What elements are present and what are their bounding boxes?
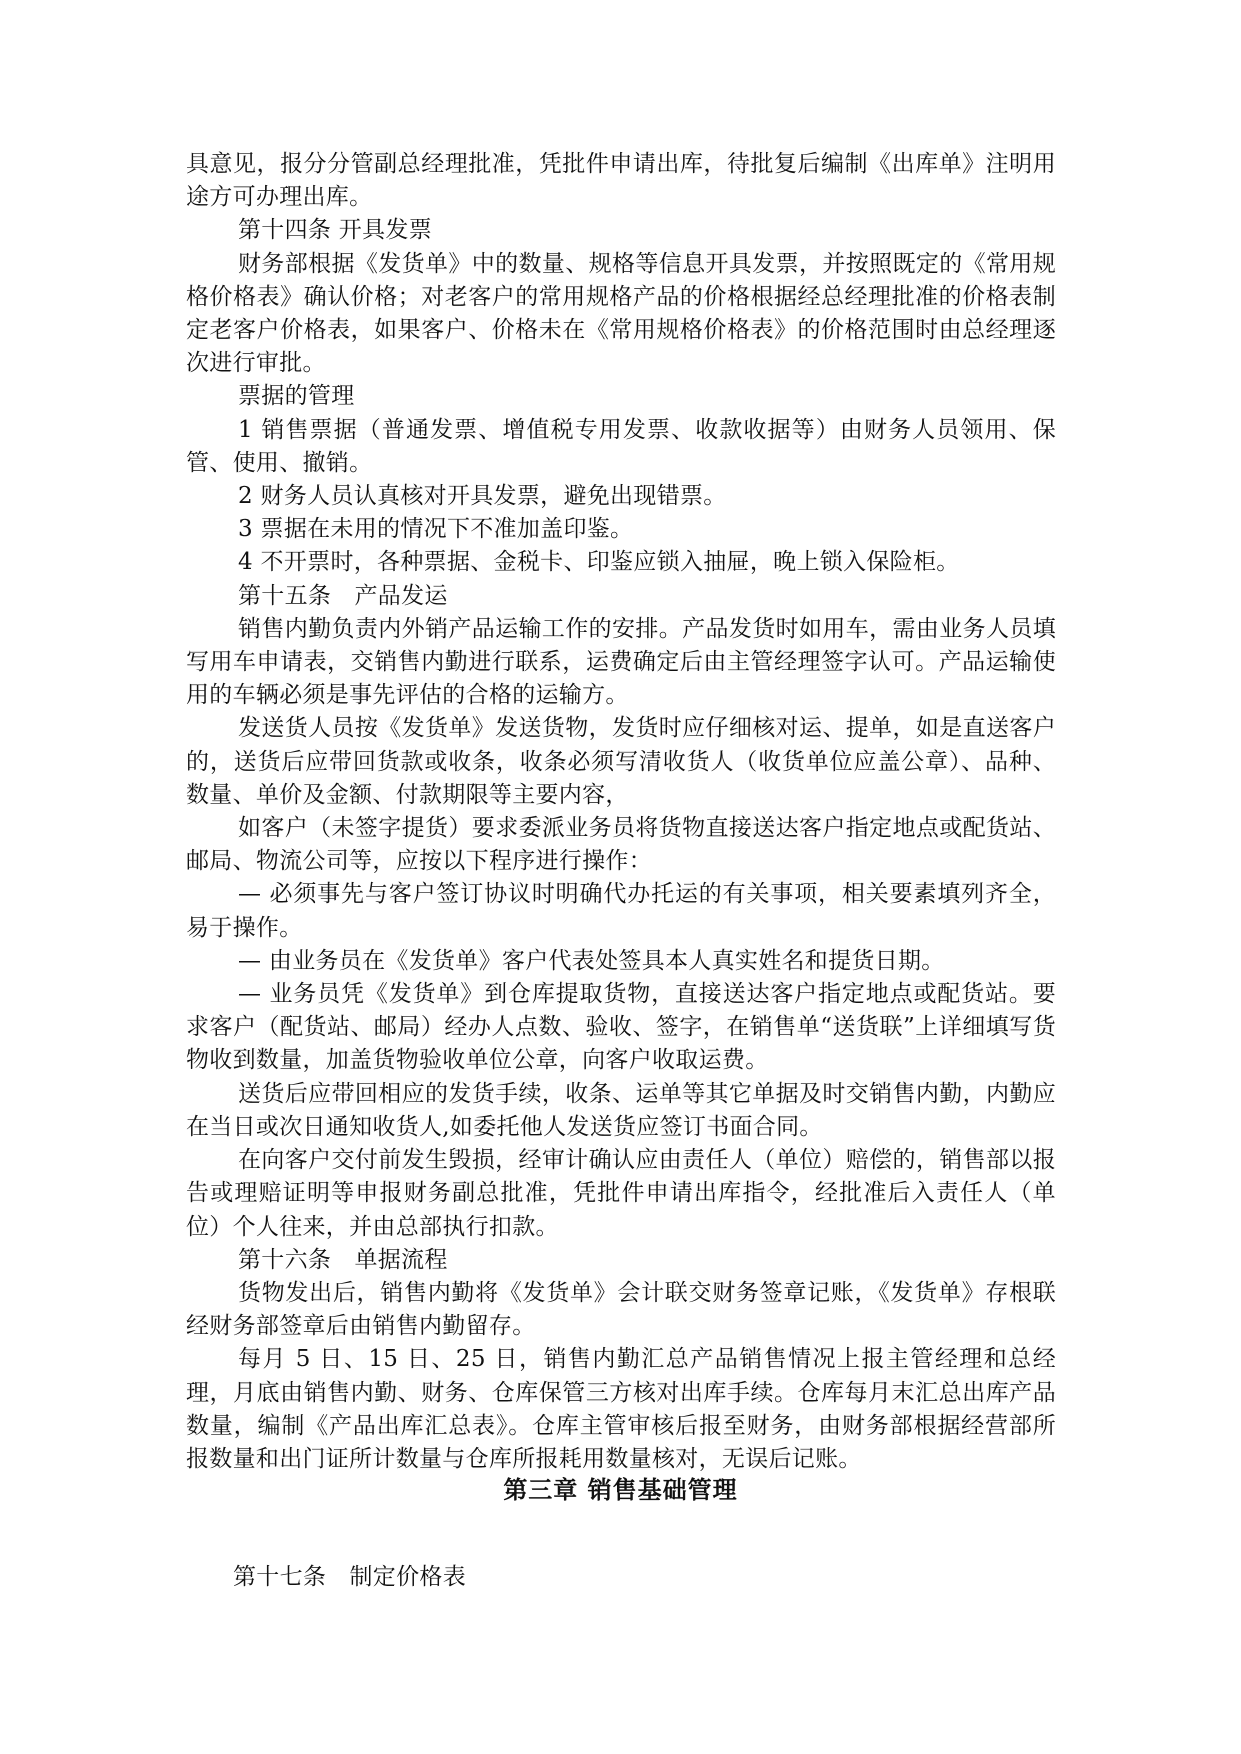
section-heading: 票据的管理 (238, 383, 355, 410)
list-item: 3 票据在未用的情况下不准加盖印鉴。 (238, 516, 634, 543)
dash-item: — 必须事先与客户签订协议时明确代办托运的有关事项，相关要素填列齐全，易于操作。 (186, 881, 1056, 941)
article-heading: 第十五条 产品发运 (238, 582, 448, 609)
dash-item: — 业务员凭《发货单》到仓库提取货物，直接送达客户指定地点或配货站。要求客户（配货站、邮局）经办人点数、验收、签字，在销售单“送货联”上详细填写货物收到数量，加盖货物验收单位公章，向客户收取运费。 (186, 981, 1056, 1074)
paragraph: 销售内勤负责内外销产品运输工作的安排。产品发货时如用车，需由业务人员填写用车申请表，交销售内勤进行联系，运费确定后由主管经理签字认可。产品运输使用的车辆必须是事先评估的合格的运输方。 (186, 615, 1056, 709)
list-item: 2 财务人员认真核对开具发票，避免出现错票。 (238, 483, 727, 510)
article-heading: 第十六条 单据流程 (238, 1246, 448, 1273)
article-heading: 第十四条 开具发票 (238, 217, 433, 244)
paragraph: 财务部根据《发货单》中的数量、规格等信息开具发票，并按照既定的《常用规格价格表》确认价格；对老客户的常用规格产品的价格根据经总经理批准的价格表制定老客户价格表，如果客户、价格未在《常用规格价格表》的价格范围时由总经理逐次进行审批。 (186, 250, 1056, 377)
list-item: 4 不开票时，各种票据、金税卡、印鉴应锁入抽屉，晚上锁入保险柜。 (238, 549, 960, 576)
paragraph: 如客户（未签字提货）要求委派业务员将货物直接送达客户指定地点或配货站、邮局、物流公司等，应按以下程序进行操作： (186, 815, 1056, 875)
paragraph: 具意见，报分分管副总经理批准，凭批件申请出库，待批复后编制《出库单》注明用途方可办理出库。 (186, 151, 1056, 211)
paragraph: 在向客户交付前发生毁损，经审计确认应由责任人（单位）赔偿的，销售部以报告或理赔证明等申报财务副总批准，凭批件申请出库指令，经批准后入责任人（单位）个人往来，并由总部执行扣款。 (186, 1147, 1056, 1240)
body-text (186, 148, 1056, 1476)
list-item: 1 销售票据（普通发票、增值税专用发票、收款收据等）由财务人员领用、保管、使用、撤销。 (186, 416, 1056, 476)
paragraph: 每月 5 日、15 日、25 日，销售内勤汇总产品销售情况上报主管经理和总经理，月底由销售内勤、财务、仓库保管三方核对出库手续。仓库每月末汇总出库产品数量，编制《产品出库汇总表》。仓库主管审核后报至财务，由财务部根据经营部所报数量和出门证所计数量与仓库所报耗用数量核对，无误后记账。 (186, 1346, 1056, 1472)
dash-item: — 由业务员在《发货单》客户代表处签具本人真实姓名和提货日期。 (238, 947, 945, 974)
article-heading: 第十七条 制定价格表 (233, 1564, 466, 1590)
paragraph: 发送货人员按《发货单》发送货物，发货时应仔细核对运、提单，如是直送客户的，送货后应带回货款或收条，收条必须写清收货人（收货单位应盖公章）、品种、数量、单价及金额、付款期限等主要内容， (186, 715, 1056, 808)
paragraph: 货物发出后，销售内勤将《发货单》会计联交财务签章记账，《发货单》存根联经财务部签章后由销售内勤留存。 (186, 1279, 1056, 1340)
paragraph: 送货后应带回相应的发货手续，收条、运单等其它单据及时交销售内勤，内勤应在当日或次日通知收货人,如委托他人发送货应签订书面合同。 (186, 1080, 1056, 1140)
chapter-title: 第三章 销售基础管理 (503, 1476, 738, 1504)
